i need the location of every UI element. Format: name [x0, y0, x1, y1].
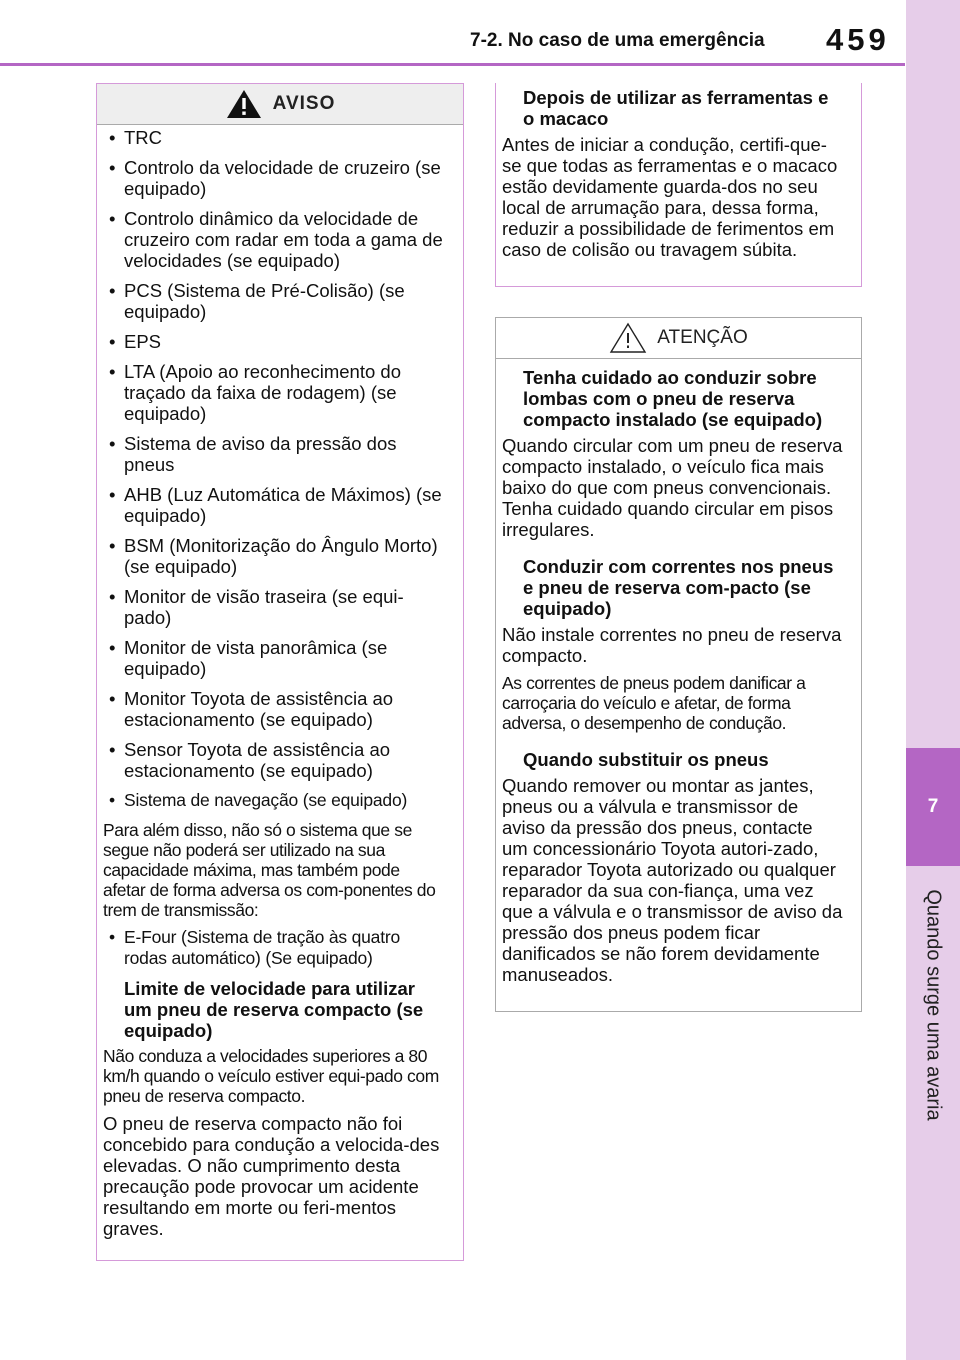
page-number: 459: [826, 22, 890, 57]
atencao-subheading: Quando substituir os pneus: [523, 749, 769, 770]
atencao-box: [495, 317, 862, 1012]
aviso-list-2: [103, 927, 445, 969]
continued-paragraph: Antes de iniciar a condução, certifi-que-se que todas as ferramentas e o macaco estão devidamente guarda-dos no seu local de arrumação para, dessa forma, reduzir a possibilidade de ferimentos em caso de colisão ou travagem súbita.: [502, 134, 838, 260]
list-item: • E-Four (Sistema de tração às quatro rodas automático) (Se equipado): [103, 927, 445, 969]
atencao-subheading: Tenha cuidado ao conduzir sobre lombas com o pneu de reserva compacto instalado (se equipado): [523, 367, 823, 430]
atencao-paragraph: Quando circular com um pneu de reserva compacto instalado, o veículo fica mais baixo do que com pneus convencionais. Tenha cuidado quando circular em pisos irregulares.: [502, 435, 843, 540]
continued-box: [495, 83, 862, 287]
list-item: • EPS: [103, 331, 445, 352]
side-band: [906, 0, 960, 1360]
atencao-paragraph: Quando remover ou montar as jantes, pneus ou a válvula e transmissor de aviso da pressão dos pneus, contacte um concessionário Toyota autori-zado, reparador Toyota autorizado ou qualquer reparador da sua con-fiança, uma vez que a válvula e o transmissor de aviso da pressão dos pneus podem ficar danificados se não forem devidamente manuseados.: [502, 775, 843, 985]
atencao-paragraph: As correntes de pneus podem danificar a carroçaria do veículo e afetar, de forma adversa, o desempenho de condução.: [502, 673, 806, 733]
list-item: • AHB (Luz Automática de Máximos) (se equipado): [103, 484, 445, 526]
aviso-paragraph: Para além disso, não só o sistema que se segue não poderá ser utilizado na sua capacidade máxima, mas também pode afetar de forma adversa os com-ponentes do trem de transmissão:: [103, 820, 436, 920]
continued-subheading: Depois de utilizar as ferramentas e o macaco: [523, 87, 829, 129]
list-item: • Monitor de visão traseira (se equi-pado): [103, 586, 445, 628]
atencao-paragraph: Não instale correntes no pneu de reserva compacto.: [502, 624, 842, 666]
list-item: • Controlo dinâmico da velocidade de cruzeiro com radar em toda a gama de velocidades (se equipado): [103, 208, 445, 271]
aviso-subheading: Limite de velocidade para utilizar um pneu de reserva compacto (se equipado): [124, 978, 424, 1041]
chapter-number: 7: [927, 796, 939, 817]
list-item: • Monitor Toyota de assistência ao estacionamento (se equipado): [103, 688, 445, 730]
list-item: • Monitor de vista panorâmica (se equipado): [103, 637, 445, 679]
atencao-header: [496, 318, 861, 359]
list-item: • Controlo da velocidade de cruzeiro (se equipado): [103, 157, 445, 199]
list-item: • Sistema de navegação (se equipado): [103, 790, 445, 811]
atencao-title: ATENÇÃO: [657, 327, 748, 348]
list-item: • Sensor Toyota de assistência ao estacionamento (se equipado): [103, 739, 445, 781]
list-item: • BSM (Monitorização do Ângulo Morto) (se equipado): [103, 535, 445, 577]
list-item: • LTA (Apoio ao reconhecimento do traçado da faixa de rodagem) (se equipado): [103, 361, 445, 424]
section-title: 7-2. No caso de uma emergência: [470, 30, 765, 51]
header-rule: [0, 63, 905, 66]
caution-triangle-icon: [609, 322, 647, 354]
aviso-list-1: [103, 127, 445, 811]
chapter-tab[interactable]: [906, 748, 960, 866]
list-item: • PCS (Sistema de Pré-Colisão) (se equipado): [103, 280, 445, 322]
aviso-paragraph: Não conduza a velocidades superiores a 80 km/h quando o veículo estiver equi-pado com pneu de reserva compacto.: [103, 1046, 439, 1106]
list-item: • TRC: [103, 127, 445, 148]
warning-triangle-icon: [225, 88, 263, 120]
atencao-subheading: Conduzir com correntes nos pneus e pneu de reserva com-pacto (se equipado): [523, 556, 834, 619]
aviso-header: [97, 84, 463, 125]
aviso-paragraph: O pneu de reserva compacto não foi concebido para condução a velocida-des elevadas. O não cumprimento desta precaução pode provocar um acidente resultando em morte ou feri-mentos graves.: [103, 1113, 440, 1239]
chapter-title: Quando surge uma avaria: [922, 889, 945, 1121]
list-item: • Sistema de aviso da pressão dos pneus: [103, 433, 445, 475]
aviso-title: AVISO: [272, 93, 336, 114]
aviso-box: [96, 83, 464, 1261]
